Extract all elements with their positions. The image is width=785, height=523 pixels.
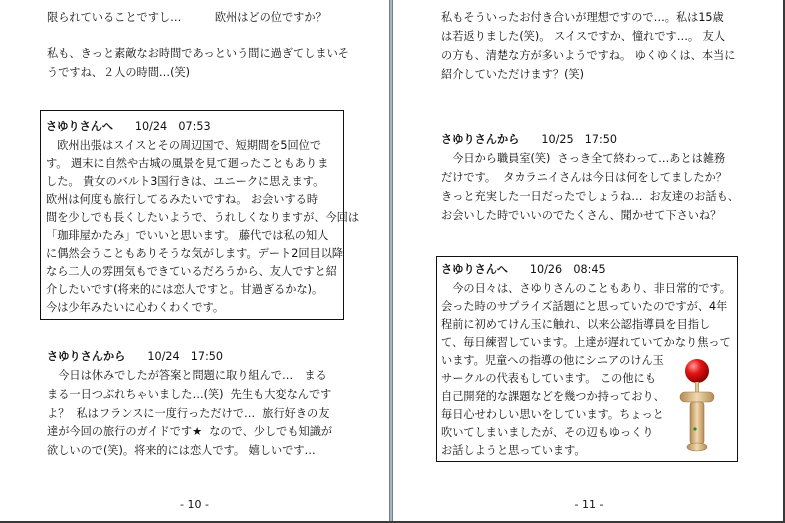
letter-box-4 — [436, 256, 738, 462]
letter-header-3 — [441, 130, 617, 150]
letter-header — [46, 117, 211, 137]
letter-line: 今の日々は、さゆりさんのこともあり、非日常的です。 — [441, 282, 731, 295]
intro-line: 私もそういったお付き合いが理想ですので…。私は15歳 — [441, 11, 724, 24]
letter-line: います。児童への指導の他にシニアのけん玉 — [441, 354, 664, 367]
letter-line: 欲しいので(笑)。将来的には恋人です。 嬉しいです… — [47, 444, 316, 457]
letter-line: て、毎日練習しています。上達が遅れていてかなり焦って — [441, 336, 731, 349]
letter-header — [441, 260, 606, 280]
letter-timestamp: 10/25 17:50 — [541, 133, 617, 146]
letter-line: す。 週末に自然や古城の風景を見て廻ったこともありま — [46, 157, 329, 170]
letter-line: に偶然会うこともありそうな気がします。デート2回目以降 — [46, 247, 344, 260]
intro-line: 限られていることですし… 欧州はどの位ですか？ — [47, 11, 327, 24]
letter-header-2 — [47, 347, 223, 367]
intro-line: うですね、２人の時間…(笑) — [47, 66, 190, 79]
letter-line: なら二人の雰囲気もできているだろうから、友人ですと紹 — [46, 265, 337, 278]
letter-line: だけです。 タカラニイさんは今日は何をしてましたか？ — [441, 171, 727, 184]
letter-line: 介したいです(将来的には恋人ですと。甘過ぎるかな)。 — [46, 283, 324, 296]
letter-line: した。 貴女のバルト3国行きは、ユニークに思えます。 — [46, 175, 325, 188]
intro-line: の方も、清楚な方が多いようですね。 ゆくゆくは、本当に — [441, 49, 736, 62]
page-10 — [0, 0, 389, 523]
letter-line: サークルの代表もしています。 この他にも — [441, 372, 656, 385]
letter-line: よ？ 私はフランスに一度行っただけで… 旅行好きの友 — [47, 407, 330, 420]
letter-line: 今日は休みでしたが答案と問題に取り組んで… まる — [47, 369, 327, 382]
letter-line: 吹いてしまいましたが、その辺もゆっくり — [441, 426, 654, 439]
letter-line: 今日から職員室(笑) さっき全て終わって…あとは雑務 — [441, 152, 726, 165]
page-number: - 10 - — [180, 498, 209, 511]
letter-line: 自己開発的な課題などを幾つか持っており、 — [441, 390, 665, 403]
letter-sender: さゆりさんへ — [46, 120, 113, 133]
letter-line: きっと充実した一日だったでしょうね… お友達のお話も、 — [441, 190, 739, 203]
intro-line: 紹介していただけます？(笑) — [441, 68, 584, 81]
letter-timestamp: 10/24 17:50 — [147, 350, 223, 363]
letter-line: まる一日つぶれちゃいました…(笑) 先生も大変なんです — [47, 388, 332, 401]
page-11 — [393, 0, 785, 523]
letter-line: お話しようと思っています。 — [441, 444, 586, 457]
intro-line: 私も、きっと素敵なお時間であっという間に過ぎてしまいそ — [47, 47, 349, 60]
letter-sender: さゆりさんへ — [441, 263, 508, 276]
letter-line: 「珈琲屋かたみ」でいいと思います。 藤代では私の知人 — [46, 229, 329, 242]
letter-box-1 — [40, 110, 360, 320]
intro-line: は若返りました(笑)。 スイスですか、憧れです…。 友人 — [441, 30, 726, 43]
letter-timestamp: 10/24 07:53 — [134, 120, 211, 133]
letter-line: 欧州出張はスイスとその周辺国で、短期間を5回位で — [46, 139, 322, 152]
letter-line: 会った時のサプライズ話題にと思っていたのですが、4年 — [441, 300, 728, 313]
letter-line: 達が今回の旅行のガイドです★ なので、少しでも知識が — [47, 425, 333, 438]
letter-timestamp: 10/26 08:45 — [529, 263, 606, 276]
page-number: - 11 - — [574, 498, 604, 511]
letter-line: 毎日心せわしい思いをしています。ちょっと — [441, 408, 664, 421]
letter-line: 欧州は何度も旅行してるみたいですね。 お会いする時 — [46, 193, 319, 206]
letter-sender: さゆりさんから — [441, 133, 520, 146]
letter-line: お会いした時でいいのでたくさん、聞かせて下さいね？ — [441, 209, 722, 222]
letter-line: 間を少しでも長くしたいようで、うれしくなりますが、今回は — [46, 211, 360, 224]
letter-line: 今は少年みたいに心わくわくです。 — [46, 301, 225, 314]
kendama-illustration — [672, 357, 722, 457]
letter-line: 程前に初めてけん玉に触れ、以来公認指導員を目指し — [441, 318, 711, 331]
letter-sender: さゆりさんから — [47, 350, 126, 363]
